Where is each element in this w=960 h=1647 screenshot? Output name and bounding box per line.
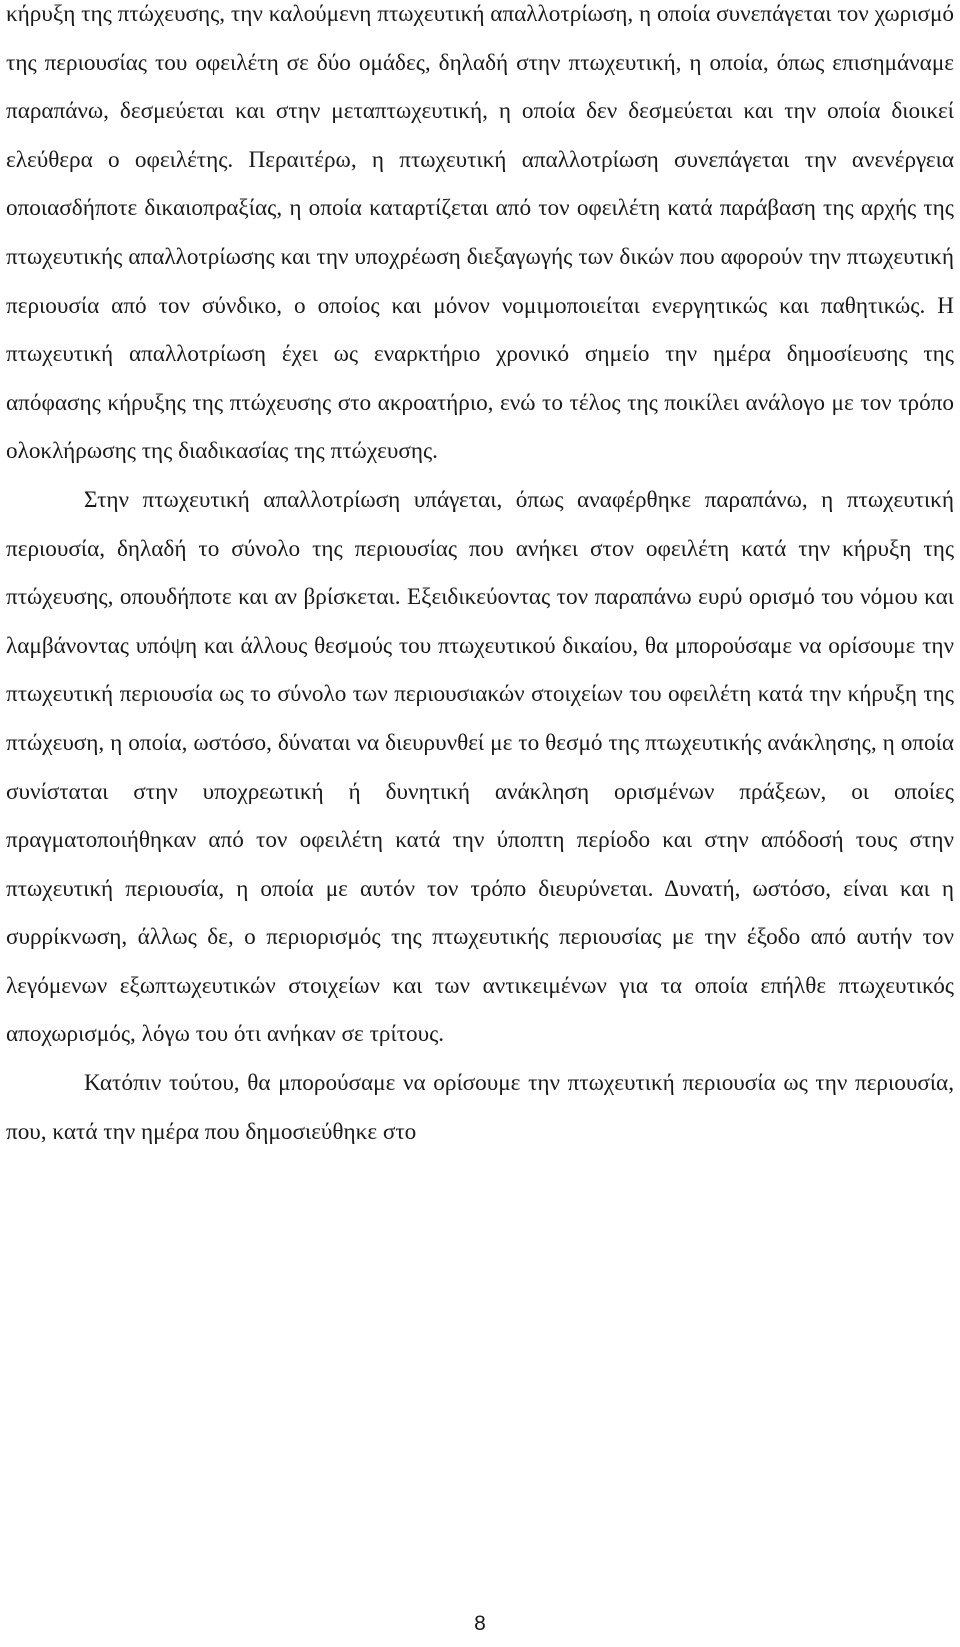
document-body — [6, 0, 954, 1156]
paragraph-2: Στην πτωχευτική απαλλοτρίωση υπάγεται, όπως αναφέρθηκε παραπάνω, η πτωχευτική περιουσία, δηλαδή το σύνολο της περιουσίας που ανήκει στον οφειλέτη κατά την κήρυξη της πτώχευσης, οπουδήποτε και αν βρίσκεται. Εξειδικεύοντας τον παραπάνω ευρύ ορισμό του νόμου και λαμβάνοντας υπόψη και άλλους θεσμούς του πτωχευτικού δικαίου, θα μπορούσαμε να ορίσουμε την πτωχευτική περιουσία ως το σύνολο των περιουσιακών στοιχείων του οφειλέτη κατά την κήρυξη της πτώχευση, η οποία, ωστόσο, δύναται να διευρυνθεί με το θεσμό της πτωχευτικής ανάκλησης, η οποία συνίσταται στην υποχρεωτική ή δυνητική ανάκληση ορισμένων πράξεων, οι οποίες πραγματοποιήθηκαν από τον οφειλέτη κατά την ύποπτη περίοδο και στην απόδοσή τους στην πτωχευτική περιουσία, η οποία με αυτόν τον τρόπο διευρύνεται. Δυνατή, ωστόσο, είναι και η συρρίκνωση, άλλως δε, ο περιορισμός της πτωχευτικής περιουσίας με την έξοδο από αυτήν τον λεγόμενων εξωπτωχευτικών στοιχείων και των αντικειμένων για τα οποία επήλθε πτωχευτικός αποχωρισμός, λόγω του ότι ανήκαν σε τρίτους. — [6, 486, 954, 1048]
page-number: 8 — [474, 1612, 486, 1635]
paragraph-3: Κατόπιν τούτου, θα μπορούσαμε να ορίσουμε την πτωχευτική περιουσία ως την περιουσία, που, κατά την ημέρα που δημοσιεύθηκε στο — [6, 1070, 954, 1145]
paragraph-1: κήρυξη της πτώχευσης, την καλούμενη πτωχευτική απαλλοτρίωση, η οποία συνεπάγεται τον χωρισμό της περιουσίας του οφειλέτη σε δύο ομάδες, δηλαδή στην πτωχευτική, η οποία, όπως επισημάναμε παραπάνω, δεσμεύεται και στην μεταπτωχευτική, η οποία δεν δεσμεύεται και την οποία διοικεί ελεύθερα ο οφειλέτης. Περαιτέρω, η πτωχευτική απαλλοτρίωση συνεπάγεται την ανενέργεια οποιασδήποτε δικαιοπραξίας, η οποία καταρτίζεται από τον οφειλέτη κατά παράβαση της αρχής της πτωχευτικής απαλλοτρίωσης και την υποχρέωση διεξαγωγής των δικών που αφορούν την πτωχευτική περιουσία από τον σύνδικο, ο οποίος και μόνον νομιμοποιείται ενεργητικώς και παθητικώς. Η πτωχευτική απαλλοτρίωση έχει ως εναρκτήριο χρονικό σημείο την ημέρα δημοσίευσης της απόφασης κήρυξης της πτώχευσης στο ακροατήριο, ενώ το τέλος της ποικίλει ανάλογο με τον τρόπο ολοκλήρωσης της διαδικασίας της πτώχευσης. — [6, 1, 954, 465]
